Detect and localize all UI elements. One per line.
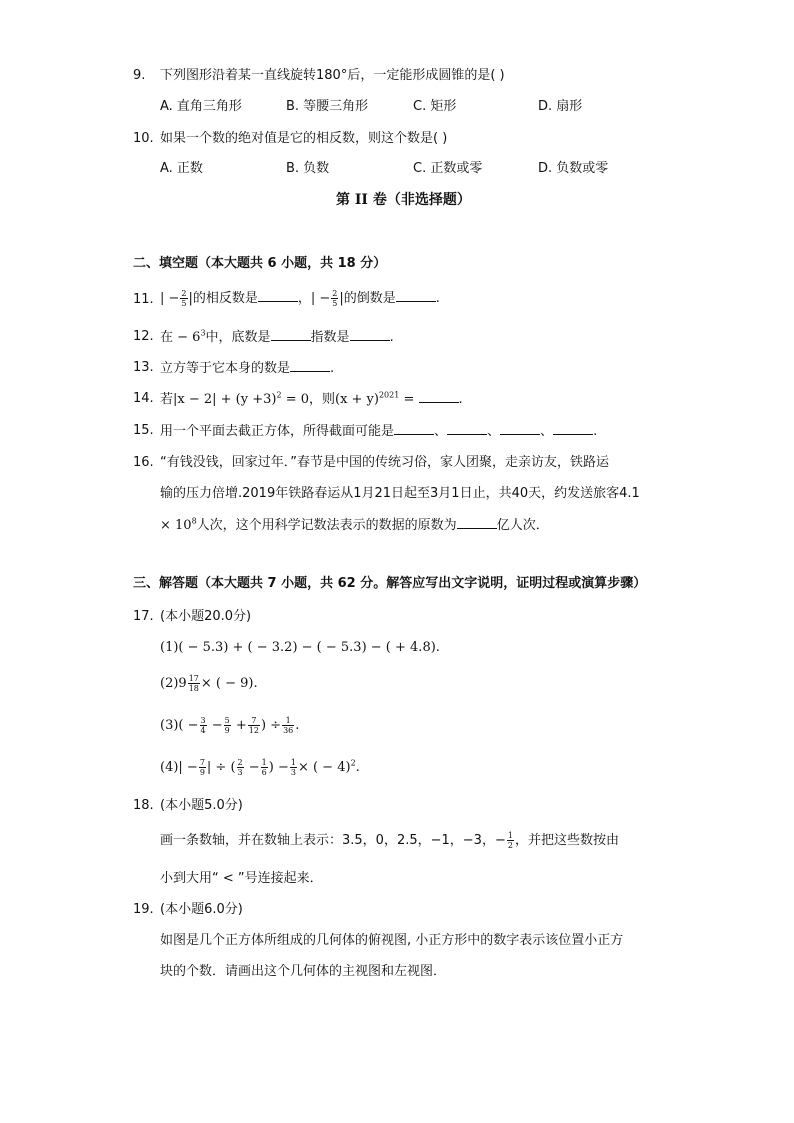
- q16-line1: “有钱没钱，回家过年．”春节是中国的传统习俗，家人团聚，走亲访友，铁路运: [160, 455, 609, 470]
- q11-text-d: |的倒数是: [339, 291, 396, 306]
- q14-end: .: [458, 392, 463, 407]
- q18-number: 18.: [133, 798, 154, 813]
- q18-line2: 小到大用“ < ”号连接起来．: [160, 871, 323, 886]
- q17-part4-d: ) −: [268, 760, 289, 775]
- q14-exponent-2: 2021: [378, 390, 400, 400]
- q17-exponent: 2: [350, 758, 356, 768]
- q12-exponent: 3: [200, 328, 206, 338]
- fraction: $\frac{1}{6}$: [261, 758, 267, 777]
- q15-number: 15.: [133, 423, 154, 438]
- q11-text: [160, 289, 440, 308]
- q18-line1: [160, 831, 619, 850]
- q13-text: [160, 359, 334, 378]
- q17-part2-a: (2)9: [160, 676, 187, 691]
- q16-line3: [160, 516, 549, 535]
- answer-blank: [500, 422, 540, 435]
- q16-line2: 输的压力倍增.2019年铁路春运从1月21日起至3月1日止，共40天，约发送旅客4.1: [160, 486, 640, 501]
- q12-text-c: 指数是: [310, 330, 350, 345]
- q17-part3-e: .: [295, 718, 300, 733]
- q16-number: 16.: [133, 455, 154, 470]
- q17-part3: [160, 716, 299, 735]
- q17-part3-c: +: [231, 718, 247, 733]
- q17-part4-e: × ( − 4): [297, 760, 351, 775]
- q10-option-d: D. 负数或零: [538, 161, 609, 176]
- part2-title: 第 II 卷（非选择题）: [336, 192, 471, 208]
- q10-option-c: C. 正数或零: [413, 161, 483, 176]
- fraction: $\frac{1}{2}$: [507, 831, 513, 850]
- answer-blank: [290, 359, 330, 372]
- q17-part2: [160, 674, 258, 693]
- answer-blank: [457, 516, 497, 529]
- answer-blank: [447, 422, 487, 435]
- q19-line1: 如图是几个正方体所组成的几何体的俯视图, 小正方形中的数字表示该位置小正方: [160, 933, 624, 948]
- q12-end: .: [389, 330, 394, 345]
- q19-score: (本小题6.0分): [160, 902, 243, 917]
- q17-part4-a: (4)| −: [160, 760, 198, 775]
- q9-number: 9.: [133, 68, 146, 83]
- fraction: $\frac{2}{3}$: [237, 758, 243, 777]
- q17-part2-b: × ( − 9).: [200, 676, 258, 691]
- q17-part1: (1)( − 5.3) + ( − 3.2) − ( − 5.3) − ( + 4.8).: [160, 640, 440, 655]
- q9-option-b: B. 等腰三角形: [286, 99, 369, 114]
- section2-heading: 二、填空题（本大题共 6 小题，共 18 分）: [133, 256, 387, 271]
- q11-text-b: |的相反数是: [188, 291, 258, 306]
- fraction: $\frac{5}{9}$: [224, 716, 230, 735]
- q12-number: 12.: [133, 329, 154, 344]
- q13-text-a: 立方等于它本身的数是: [160, 361, 291, 376]
- q15-text: [160, 422, 597, 441]
- q17-part4: [160, 758, 360, 777]
- answer-blank: [553, 422, 593, 435]
- q17-score: (本小题20.0分): [160, 609, 252, 624]
- answer-blank: [419, 390, 459, 403]
- q19-line2: 块的个数．请画出这个几何体的主视图和左视图．: [160, 964, 447, 979]
- q17-part4-f: .: [355, 760, 360, 775]
- q17-part4-c: −: [244, 760, 260, 775]
- q16-line3-b: 人次，这个用科学记数法表示的数据的原数为: [196, 518, 457, 533]
- answer-blank: [394, 422, 434, 435]
- q18-line1-a: 画一条数轴，并在数轴上表示：3.5，0，2.5，−1，−3，−: [160, 833, 506, 848]
- q12-text: [160, 328, 394, 347]
- q9-stem: 下列图形沿着某一直线旋转180°后，一定能形成圆锥的是( ): [160, 68, 505, 83]
- separator: 、: [540, 424, 554, 439]
- q9-option-a: A. 直角三角形: [160, 99, 242, 114]
- q16-exponent: 8: [191, 516, 197, 526]
- separator: 、: [487, 424, 501, 439]
- q11-number: 11.: [133, 292, 154, 307]
- answer-blank: [350, 328, 390, 341]
- q17-number: 17.: [133, 609, 154, 624]
- q15-end: .: [593, 424, 598, 439]
- q17-part3-a: (3)( −: [160, 718, 199, 733]
- q9-option-d: D. 扇形: [538, 99, 583, 114]
- q14-text-c: =: [399, 392, 419, 407]
- fraction: $\frac{3}{4}$: [200, 716, 206, 735]
- q12-text-b: 中，底数是: [205, 330, 271, 345]
- q14-number: 14.: [133, 391, 154, 406]
- q19-number: 19.: [133, 902, 154, 917]
- q15-text-a: 用一个平面去截正方体，所得截面可能是: [160, 424, 395, 439]
- fraction: $\frac{2}{5}$: [332, 289, 338, 308]
- fraction: $\frac{7}{12}$: [248, 716, 259, 735]
- q17-part4-b: | ÷ (: [206, 760, 236, 775]
- q11-text-c: ，| −: [297, 291, 331, 306]
- section3-heading: 三、解答题（本大题共 7 小题，共 62 分。解答应写出文字说明，证明过程或演算步骤）: [133, 576, 647, 591]
- q10-stem: 如果一个数的绝对值是它的相反数，则这个数是( ): [160, 131, 448, 146]
- q14-text-a: 若|x − 2| + (y +3): [160, 392, 277, 407]
- q13-number: 13.: [133, 360, 154, 375]
- q14-text: [160, 390, 463, 409]
- q17-part3-b: −: [207, 718, 223, 733]
- q10-option-b: B. 负数: [286, 161, 330, 176]
- q11-end: .: [435, 291, 440, 306]
- q16-line3-a: × 10: [160, 518, 192, 533]
- q16-line3-c: 亿人次．: [496, 518, 549, 533]
- answer-blank: [271, 328, 311, 341]
- fraction: $\frac{1}{3}$: [290, 758, 296, 777]
- fraction: $\frac{17}{18}$: [188, 674, 199, 693]
- q12-text-a: 在 − 6: [160, 330, 201, 345]
- q14-exponent-1: 2: [276, 390, 282, 400]
- answer-blank: [258, 289, 298, 302]
- q10-option-a: A. 正数: [160, 161, 203, 176]
- answer-blank: [396, 289, 436, 302]
- q17-part3-d: ) ÷: [260, 718, 282, 733]
- fraction: $\frac{1}{36}$: [283, 716, 294, 735]
- separator: 、: [434, 424, 448, 439]
- fraction: $\frac{7}{9}$: [199, 758, 205, 777]
- q13-end: .: [330, 361, 335, 376]
- q9-option-c: C. 矩形: [413, 99, 457, 114]
- q18-line1-b: ，并把这些数按由: [514, 833, 619, 848]
- q18-score: (本小题5.0分): [160, 798, 243, 813]
- q10-number: 10.: [133, 131, 154, 146]
- q11-text-a: | −: [160, 291, 180, 306]
- q14-text-b: = 0，则(x + y): [281, 392, 379, 407]
- fraction: $\frac{2}{5}$: [181, 289, 187, 308]
